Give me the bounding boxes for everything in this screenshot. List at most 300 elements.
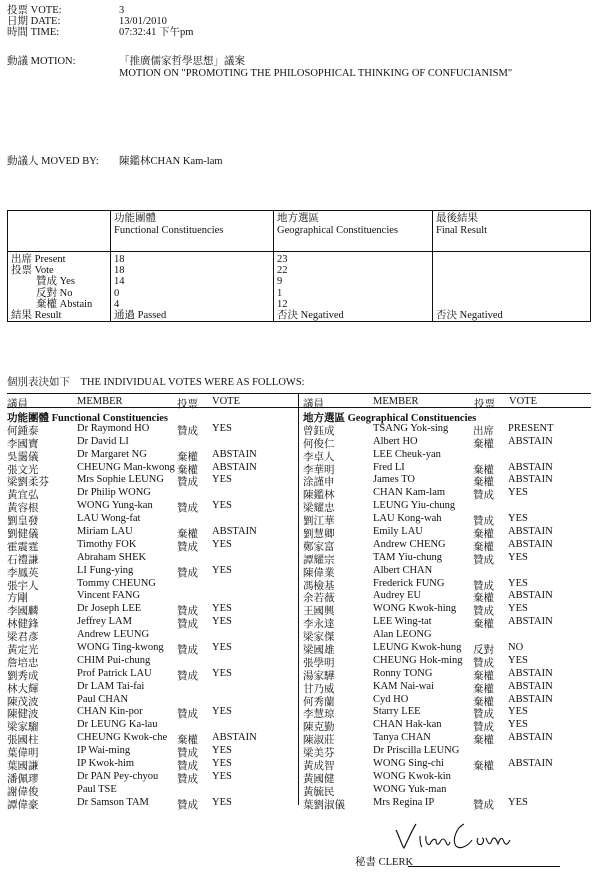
- member-name-zh: 黃定光: [7, 645, 39, 657]
- clerk-signature-text: Vivian Lam: [392, 818, 397, 819]
- member-row: [7, 758, 297, 771]
- clerk-signature: [392, 818, 562, 858]
- summary-fc-value: 18: [111, 252, 274, 266]
- col-vote-zh: 投票: [474, 399, 495, 410]
- member-row: [7, 771, 297, 784]
- member-name-en: WONG Yuk-man: [373, 783, 447, 795]
- member-row: [7, 539, 297, 552]
- summary-fc-value: 14: [111, 276, 274, 287]
- col-member-zh: 議員: [7, 399, 28, 410]
- votes-center-divider: [298, 393, 299, 805]
- member-vote-en: YES: [212, 538, 232, 550]
- member-row: [303, 655, 593, 668]
- member-row: [7, 462, 297, 475]
- right-column-header: [303, 396, 593, 409]
- summary-gc-value: 1: [274, 288, 433, 299]
- member-vote-en: YES: [212, 706, 232, 718]
- member-name-en: Dr Priscilla LEUNG: [373, 745, 460, 757]
- member-name-zh: 張文光: [7, 464, 39, 476]
- member-name-en: Audrey EU: [373, 590, 422, 602]
- member-name-en: LAU Kong-wah: [373, 513, 442, 525]
- member-vote-zh: 贊成: [177, 761, 198, 773]
- member-name-zh: 梁君彥: [7, 632, 39, 644]
- member-row: [303, 681, 593, 694]
- member-vote-zh: 反對: [473, 645, 494, 657]
- summary-row-no: [8, 288, 591, 299]
- member-name-en: Frederick FUNG: [373, 577, 445, 589]
- member-row: [7, 423, 297, 436]
- member-name-zh: 劉皇發: [7, 516, 39, 528]
- member-name-zh: 林健鋒: [7, 619, 39, 631]
- member-name-en: Tommy CHEUNG: [77, 577, 156, 589]
- member-name-en: Jeffrey LAM: [77, 616, 132, 628]
- col-member-zh: 議員: [303, 399, 324, 410]
- member-name-zh: 梁耀忠: [303, 503, 335, 515]
- individual-votes-title: [7, 374, 305, 389]
- member-name-en: Timothy FOK: [77, 538, 137, 550]
- member-name-en: Dr Samson TAM: [77, 796, 149, 808]
- member-name-en: James TO: [373, 474, 415, 486]
- summary-fc-value: 通過 Passed: [111, 310, 274, 322]
- member-name-en: TAM Yiu-chung: [373, 551, 443, 563]
- member-name-zh: 王國興: [303, 606, 335, 618]
- motion-title-en: MOTION ON "PROMOTING THE PHILOSOPHICAL THINKING OF CONFUCIANISM": [119, 68, 513, 79]
- member-vote-en: ABSTAIN: [212, 526, 257, 538]
- member-vote-zh: 贊成: [177, 477, 198, 489]
- member-name-zh: 馮檢基: [303, 580, 335, 592]
- member-name-zh: 陳茂波: [7, 696, 39, 708]
- member-vote-zh: 贊成: [473, 554, 494, 566]
- member-vote-zh: 贊成: [473, 709, 494, 721]
- member-name-en: Andrew CHENG: [373, 538, 446, 550]
- member-row: [7, 642, 297, 655]
- member-row: [7, 526, 297, 539]
- member-vote-en: ABSTAIN: [508, 758, 553, 770]
- member-row: [7, 655, 297, 668]
- vote-number-value: 3: [119, 5, 125, 16]
- member-vote-en: YES: [212, 642, 232, 654]
- member-name-en: Albert CHAN: [373, 564, 433, 576]
- member-row: [7, 500, 297, 513]
- summary-gc-value: 9: [274, 276, 433, 287]
- member-name-zh: 黃容根: [7, 503, 39, 515]
- member-row: [303, 797, 593, 810]
- member-name-zh: 劉健儀: [7, 529, 39, 541]
- left-column-header: [7, 396, 297, 409]
- member-row: [303, 449, 593, 462]
- member-name-zh: 陳淑莊: [303, 735, 335, 747]
- member-vote-en: YES: [508, 577, 528, 589]
- summary-label: 投票 Vote: [8, 265, 111, 276]
- member-vote-zh: 棄權: [177, 735, 198, 747]
- member-vote-en: PRESENT: [508, 422, 554, 434]
- col-vote-en: VOTE: [509, 396, 537, 407]
- member-name-zh: 李卓人: [303, 451, 335, 463]
- member-name-zh: 張學明: [303, 657, 335, 669]
- summary-gc-value: 23: [274, 252, 433, 266]
- member-vote-zh: 出席: [473, 425, 494, 437]
- group-heading: 地方選區 Geographical Constituencies: [303, 413, 477, 424]
- col-vote-zh: 投票: [177, 399, 198, 410]
- member-vote-zh: 贊成: [473, 490, 494, 502]
- member-name-zh: 李永達: [303, 619, 335, 631]
- date-line: [7, 16, 167, 27]
- member-vote-zh: 棄權: [177, 464, 198, 476]
- member-vote-zh: 棄權: [473, 477, 494, 489]
- individual-votes-title-en: THE INDIVIDUAL VOTES WERE AS FOLLOWS:: [80, 377, 305, 388]
- member-vote-en: YES: [508, 796, 528, 808]
- member-name-en: Prof Patrick LAU: [77, 667, 152, 679]
- member-name-zh: 劉秀成: [7, 670, 39, 682]
- summary-header-gc: 地方選區 Geographical Constituencies: [274, 211, 433, 252]
- member-row: [303, 474, 593, 487]
- date-value: 13/01/2010: [119, 16, 167, 27]
- member-name-zh: 潘佩璆: [7, 773, 39, 785]
- member-vote-zh: 贊成: [177, 799, 198, 811]
- member-row: [303, 436, 593, 449]
- member-row: [303, 603, 593, 616]
- member-name-en: CHAN Kin-por: [77, 706, 143, 718]
- member-vote-en: YES: [212, 796, 232, 808]
- member-vote-zh: 棄權: [473, 529, 494, 541]
- member-vote-zh: 棄權: [473, 464, 494, 476]
- left-member-list: [7, 410, 297, 810]
- time-label: 時間 TIME:: [7, 27, 60, 38]
- member-row: [7, 668, 297, 681]
- member-vote-en: YES: [212, 564, 232, 576]
- member-vote-en: ABSTAIN: [508, 616, 553, 628]
- member-name-en: Dr Joseph LEE: [77, 603, 142, 615]
- member-row: [303, 462, 593, 475]
- member-row: [7, 449, 297, 462]
- member-name-zh: 方剛: [7, 593, 28, 605]
- member-vote-en: ABSTAIN: [508, 680, 553, 692]
- member-vote-en: YES: [508, 719, 528, 731]
- member-name-en: LEUNG Yiu-chung: [373, 500, 456, 512]
- member-name-zh: 謝偉俊: [7, 786, 39, 798]
- member-vote-en: YES: [508, 513, 528, 525]
- member-name-zh: 李國寶: [7, 438, 39, 450]
- member-vote-en: YES: [508, 706, 528, 718]
- member-name-zh: 林大輝: [7, 683, 39, 695]
- member-name-en: Andrew LEUNG: [77, 629, 150, 641]
- member-vote-zh: 贊成: [473, 799, 494, 811]
- member-row: [7, 732, 297, 745]
- member-name-en: WONG Yung-kan: [77, 500, 153, 512]
- member-vote-zh: 贊成: [177, 619, 198, 631]
- summary-gc-value: 否決 Negatived: [274, 310, 433, 322]
- member-vote-en: ABSTAIN: [508, 526, 553, 538]
- member-name-en: CHEUNG Hok-ming: [373, 654, 463, 666]
- summary-gc-value: 12: [274, 299, 433, 310]
- member-name-en: LAU Wong-fat: [77, 513, 141, 525]
- member-vote-en: ABSTAIN: [508, 435, 553, 447]
- member-row: [7, 797, 297, 810]
- member-name-en: Alan LEONG: [373, 629, 432, 641]
- member-name-zh: 陳健波: [7, 709, 39, 721]
- member-vote-zh: 贊成: [177, 645, 198, 657]
- member-vote-zh: 棄權: [473, 438, 494, 450]
- member-name-zh: 李國麟: [7, 606, 39, 618]
- member-name-en: TSANG Yok-sing: [373, 422, 449, 434]
- member-vote-zh: 贊成: [473, 722, 494, 734]
- member-vote-en: YES: [212, 500, 232, 512]
- member-name-zh: 陳鑑林: [303, 490, 335, 502]
- member-vote-zh: 贊成: [473, 516, 494, 528]
- member-row: [303, 758, 593, 771]
- member-vote-zh: 贊成: [473, 606, 494, 618]
- member-vote-en: ABSTAIN: [508, 461, 553, 473]
- member-vote-zh: 贊成: [473, 657, 494, 669]
- member-name-en: LEE Wing-tat: [373, 616, 432, 628]
- member-name-en: Dr Margaret NG: [77, 448, 147, 460]
- member-name-en: Fred LI: [373, 461, 405, 473]
- member-row: [303, 616, 593, 629]
- member-name-en: CHEUNG Man-kwong: [77, 461, 175, 473]
- member-vote-zh: 棄權: [177, 451, 198, 463]
- summary-final-value: [433, 265, 591, 276]
- member-name-en: CHAN Hak-kan: [373, 719, 442, 731]
- member-vote-zh: 贊成: [177, 567, 198, 579]
- member-name-en: WONG Kwok-kin: [373, 770, 451, 782]
- member-name-zh: 何鍾泰: [7, 425, 39, 437]
- member-row: [303, 539, 593, 552]
- member-row: [303, 590, 593, 603]
- summary-row-yes: [8, 276, 591, 287]
- member-row: [303, 719, 593, 732]
- member-vote-en: YES: [212, 758, 232, 770]
- member-name-zh: 曾鈺成: [303, 425, 335, 437]
- member-name-en: Dr PAN Pey-chyou: [77, 770, 159, 782]
- member-vote-zh: 贊成: [177, 670, 198, 682]
- summary-final-value: [433, 299, 591, 310]
- summary-label: 贊成 Yes: [8, 276, 111, 287]
- member-row: [303, 771, 593, 784]
- member-vote-en: ABSTAIN: [508, 590, 553, 602]
- motion-title-zh: 「推廣儒家哲學思想」議案: [119, 56, 245, 67]
- member-vote-en: ABSTAIN: [508, 693, 553, 705]
- member-vote-zh: 棄權: [473, 683, 494, 695]
- member-name-zh: 梁美芬: [303, 748, 335, 760]
- member-row: [303, 642, 593, 655]
- member-row: [7, 681, 297, 694]
- member-name-zh: 涂謹申: [303, 477, 335, 489]
- member-name-zh: 黃國健: [303, 773, 335, 785]
- summary-label: 棄權 Abstain: [8, 299, 111, 310]
- member-name-zh: 梁家騮: [7, 722, 39, 734]
- member-name-en: CHEUNG Kwok-che: [77, 732, 168, 744]
- member-name-en: IP Kwok-him: [77, 758, 135, 770]
- summary-final-value: [433, 252, 591, 266]
- member-row: [303, 526, 593, 539]
- member-vote-en: YES: [212, 667, 232, 679]
- member-row: [303, 565, 593, 578]
- member-vote-en: ABSTAIN: [212, 732, 257, 744]
- member-name-en: Abraham SHEK: [77, 551, 147, 563]
- right-member-list: [303, 410, 593, 810]
- member-row: [303, 694, 593, 707]
- summary-row-present: [8, 252, 591, 266]
- member-name-en: Tanya CHAN: [373, 732, 431, 744]
- member-vote-en: ABSTAIN: [508, 474, 553, 486]
- summary-fc-value: 18: [111, 265, 274, 276]
- member-vote-en: ABSTAIN: [508, 667, 553, 679]
- summary-header-blank: [8, 211, 111, 252]
- votes-top-rule: [7, 393, 591, 394]
- member-vote-en: ABSTAIN: [212, 461, 257, 473]
- member-name-en: Miriam LAU: [77, 526, 133, 538]
- member-name-zh: 李慧琼: [303, 709, 335, 721]
- member-row: [7, 565, 297, 578]
- member-vote-zh: 贊成: [177, 773, 198, 785]
- member-vote-en: YES: [212, 745, 232, 757]
- member-vote-zh: 棄權: [473, 696, 494, 708]
- member-name-zh: 葉劉淑儀: [303, 799, 345, 811]
- member-name-zh: 譚耀宗: [303, 554, 335, 566]
- date-label: 日期 DATE:: [7, 16, 61, 27]
- member-name-zh: 李鳳英: [7, 567, 39, 579]
- member-name-zh: 黃宜弘: [7, 490, 39, 502]
- member-vote-zh: 贊成: [177, 503, 198, 515]
- summary-row-result: [8, 310, 591, 322]
- summary-row-vote: [8, 265, 591, 276]
- member-name-zh: 陳克勤: [303, 722, 335, 734]
- member-name-en: WONG Kwok-hing: [373, 603, 457, 615]
- member-name-en: Dr LEUNG Ka-lau: [77, 719, 158, 731]
- member-row: [303, 732, 593, 745]
- member-row: [7, 706, 297, 719]
- member-name-en: Dr LAM Tai-fai: [77, 680, 145, 692]
- member-vote-zh: 棄權: [177, 529, 198, 541]
- member-vote-zh: 贊成: [177, 709, 198, 721]
- member-name-en: Paul TSE: [77, 783, 117, 795]
- member-name-zh: 劉江華: [303, 516, 335, 528]
- member-name-zh: 張國柱: [7, 735, 39, 747]
- member-name-en: CHIM Pui-chung: [77, 654, 151, 666]
- member-vote-en: YES: [508, 603, 528, 615]
- member-vote-en: ABSTAIN: [508, 538, 553, 550]
- member-name-en: Dr Philip WONG: [77, 487, 151, 499]
- vote-number-label: 投票 VOTE:: [7, 5, 62, 16]
- member-name-en: Cyd HO: [373, 693, 409, 705]
- member-row: [7, 629, 297, 642]
- member-row: [303, 423, 593, 436]
- member-name-zh: 張宇人: [7, 580, 39, 592]
- member-name-zh: 甘乃威: [303, 683, 335, 695]
- member-name-zh: 譚偉豪: [7, 799, 39, 811]
- member-name-en: WONG Ting-kwong: [77, 642, 164, 654]
- member-name-en: LEE Cheuk-yan: [373, 448, 441, 460]
- clerk-signature-line: [408, 866, 560, 867]
- summary-fc-value: 4: [111, 299, 274, 310]
- member-vote-en: YES: [508, 551, 528, 563]
- member-name-zh: 李華明: [303, 464, 335, 476]
- member-name-zh: 余若薇: [303, 593, 335, 605]
- time-value: 07:32:41 下午pm: [119, 27, 194, 38]
- member-name-zh: 梁家傑: [303, 632, 335, 644]
- summary-header-fc: 功能團體 Functional Constituencies: [111, 211, 274, 252]
- member-row: [7, 719, 297, 732]
- summary-label: 出席 Present: [8, 252, 111, 266]
- member-name-en: Emily LAU: [373, 526, 423, 538]
- summary-label: 反對 No: [8, 288, 111, 299]
- summary-fc-value: 0: [111, 288, 274, 299]
- member-name-zh: 葉偉明: [7, 748, 39, 760]
- summary-final-value: [433, 288, 591, 299]
- vote-number-line: [7, 5, 124, 16]
- col-member-en: MEMBER: [373, 396, 419, 407]
- member-vote-en: YES: [212, 474, 232, 486]
- member-name-zh: 詹培忠: [7, 657, 39, 669]
- member-row: [7, 487, 297, 500]
- member-name-en: Mrs Regina IP: [373, 796, 435, 808]
- member-vote-zh: 贊成: [177, 425, 198, 437]
- member-row: [303, 578, 593, 591]
- member-row: [7, 552, 297, 565]
- member-row: [7, 578, 297, 591]
- moved-by-label: 動議人 MOVED BY:: [7, 156, 99, 167]
- member-row: [7, 590, 297, 603]
- member-name-en: Albert HO: [373, 435, 418, 447]
- member-vote-zh: 棄權: [473, 619, 494, 631]
- member-name-zh: 何俊仁: [303, 438, 335, 450]
- member-name-zh: 何秀蘭: [303, 696, 335, 708]
- member-name-en: CHAN Kam-lam: [373, 487, 446, 499]
- member-vote-en: ABSTAIN: [212, 448, 257, 460]
- col-vote-en: VOTE: [212, 396, 240, 407]
- member-name-zh: 黃毓民: [303, 786, 335, 798]
- member-name-zh: 梁國雄: [303, 645, 335, 657]
- member-row: [303, 500, 593, 513]
- clerk-label: 秘書 CLERK: [355, 857, 414, 868]
- member-row: [7, 513, 297, 526]
- member-row: [7, 745, 297, 758]
- member-vote-zh: 棄權: [473, 761, 494, 773]
- member-name-en: WONG Sing-chi: [373, 758, 444, 770]
- member-name-zh: 霍震霆: [7, 541, 39, 553]
- member-vote-en: NO: [508, 642, 524, 654]
- summary-final-value: 否決 Negatived: [433, 310, 591, 322]
- member-row: [7, 474, 297, 487]
- member-name-zh: 吳靄儀: [7, 451, 39, 463]
- member-row: [7, 784, 297, 797]
- member-name-zh: 湯家驊: [303, 670, 335, 682]
- motion-label: 動議 MOTION:: [7, 56, 76, 67]
- member-vote-zh: 贊成: [177, 748, 198, 760]
- col-member-en: MEMBER: [77, 396, 123, 407]
- time-line: [7, 27, 193, 38]
- member-vote-zh: 贊成: [177, 541, 198, 553]
- moved-by-value: 陳鑑林CHAN Kam-lam: [119, 156, 223, 167]
- member-row: [303, 487, 593, 500]
- member-vote-zh: 棄權: [473, 541, 494, 553]
- member-name-zh: 鄭家富: [303, 541, 335, 553]
- member-name-zh: 陳偉業: [303, 567, 335, 579]
- member-row: [303, 745, 593, 758]
- member-row: [303, 784, 593, 797]
- summary-row-abstain: [8, 299, 591, 310]
- member-name-zh: 劉慧卿: [303, 529, 335, 541]
- member-name-zh: 黃成智: [303, 761, 335, 773]
- member-vote-en: YES: [212, 770, 232, 782]
- member-name-en: Dr David LI: [77, 435, 129, 447]
- member-name-en: Mrs Sophie LEUNG: [77, 474, 164, 486]
- member-name-en: Paul CHAN: [77, 693, 129, 705]
- member-name-en: Starry LEE: [373, 706, 421, 718]
- member-name-en: IP Wai-ming: [77, 745, 131, 757]
- member-row: [303, 513, 593, 526]
- group-heading: 功能團體 Functional Constituencies: [7, 413, 169, 424]
